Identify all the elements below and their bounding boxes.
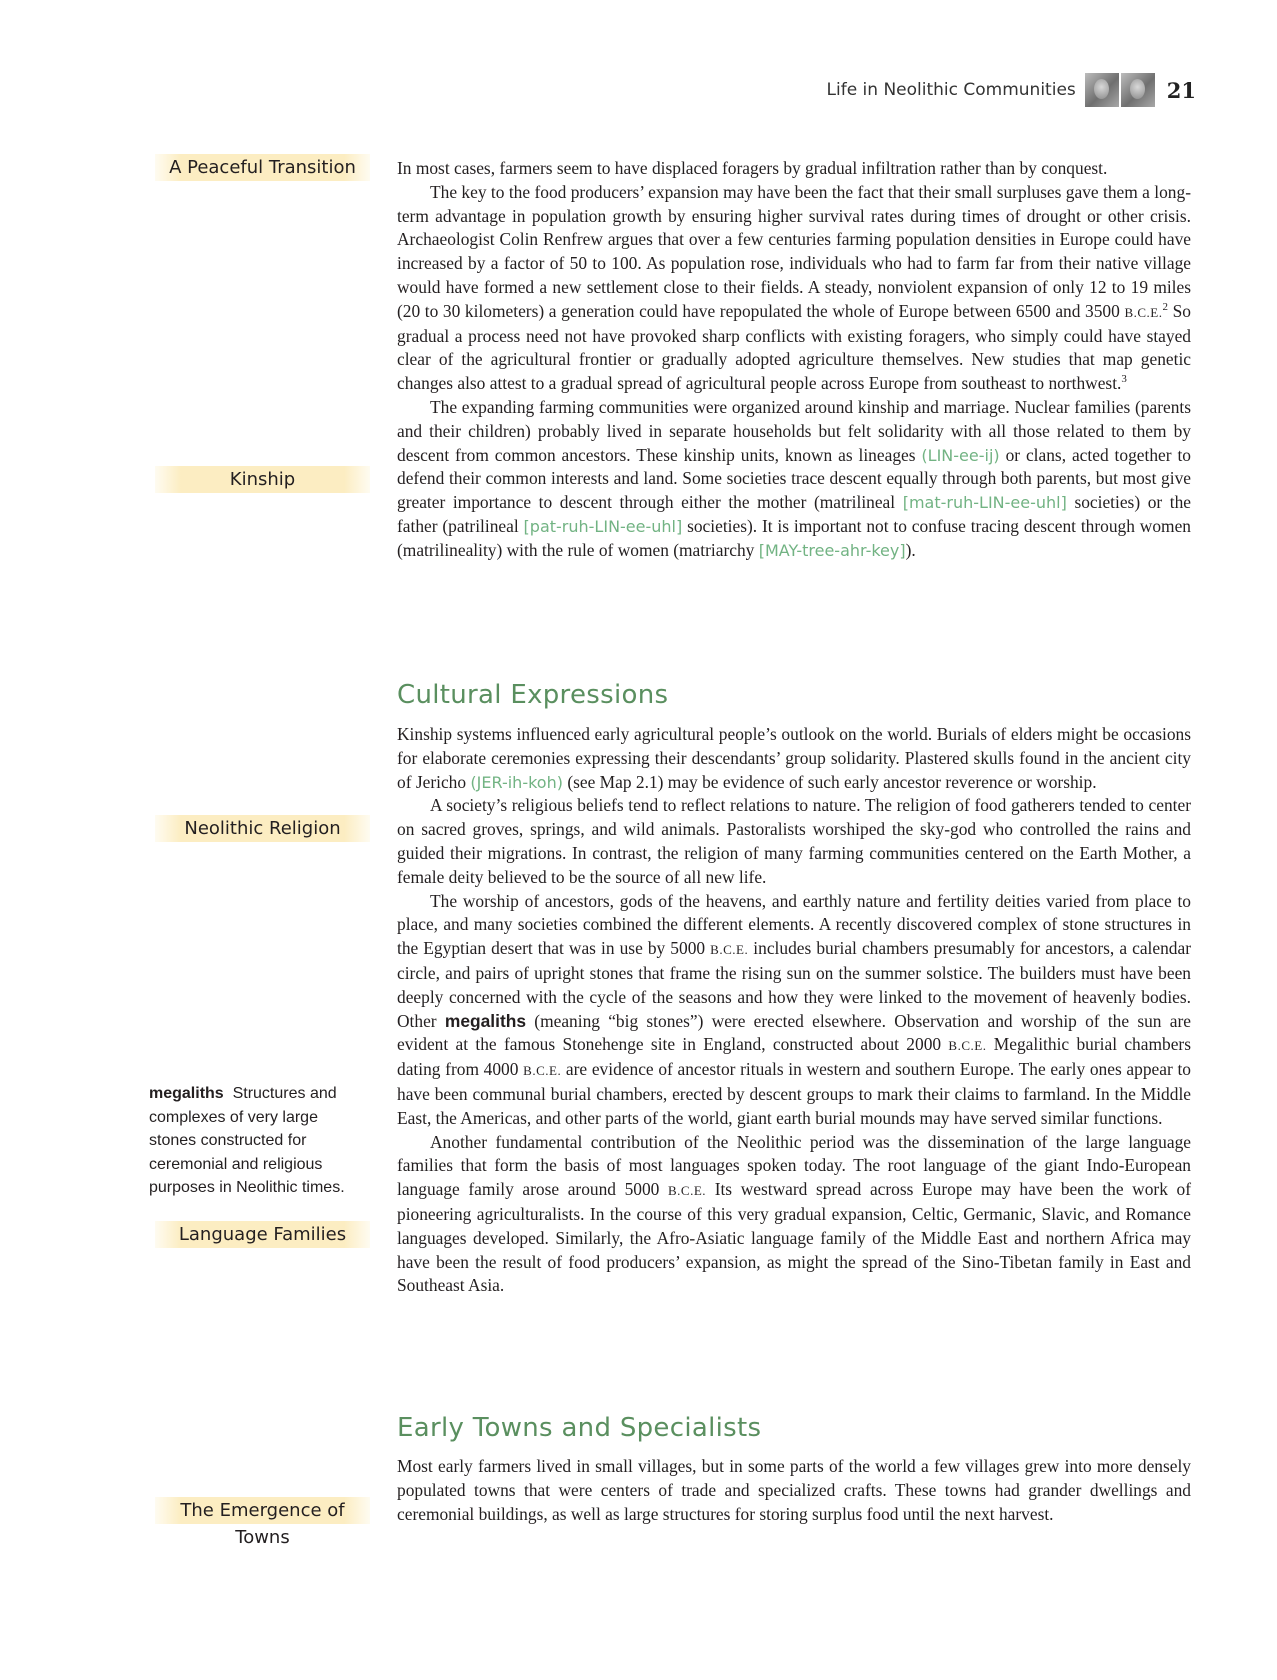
- margin-head-peaceful-transition: A Peaceful Transition: [155, 154, 370, 181]
- pronunciation: [MAY-tree-ahr-key]: [758, 540, 906, 560]
- margin-head-language-families: Language Families: [155, 1221, 370, 1248]
- running-title: Life in Neolithic Communities: [826, 80, 1076, 100]
- header-thumbnail-images: [1085, 73, 1155, 107]
- glossary-definition: Structures and complexes of very large stones constructed for ceremonial and religious purposes in Neolithic times.: [149, 1085, 345, 1196]
- section-heading-cultural-expressions: Cultural Expressions: [397, 680, 669, 710]
- margin-head-neolithic-religion: Neolithic Religion: [155, 815, 370, 842]
- pronunciation: (JER-ih-koh): [470, 772, 563, 792]
- pronunciation: (LIN-ee-ij): [921, 445, 1000, 465]
- running-header: [827, 70, 1196, 110]
- pronunciation: [pat-ruh-LIN-ee-uhl]: [523, 516, 683, 536]
- paragraph: The expanding farming communities were organized around kinship and marriage. Nuclear families (parents and their children) probably lived in separate households but felt solidarity with all those related to them by descent from common ancestors. These kinship units, known as lineages (LIN-ee-ij) or clans, acted together to defend their common interests and land. Some societies trace descent equally through both parents, but most give greater importance to descent through either the mother (matrilineal [mat-ruh-LIN-ee-uhl] societies) or the father (patrilineal [pat-ruh-LIN-ee-uhl] societies). It is important not to confuse tracing descent through women (matrilineality) with the rule of women (matriarchy [MAY-tree-ahr-key]).: [397, 396, 1192, 560]
- pronunciation: [mat-ruh-LIN-ee-uhl]: [902, 493, 1067, 513]
- paragraph: In most cases, farmers seem to have displaced foragers by gradual infiltration rather than by conquest.: [397, 158, 1108, 178]
- key-term-megaliths: megaliths: [444, 1010, 527, 1031]
- text-block-1: [397, 157, 1191, 563]
- page-number: 21: [1166, 77, 1196, 103]
- glossary-term: megaliths: [149, 1085, 224, 1102]
- glossary-note: [149, 1082, 364, 1200]
- portrait-thumbnail-2: [1121, 73, 1155, 107]
- text-block-3: [397, 1455, 1191, 1526]
- paragraph: Another fundamental contribution of the Neolithic period was the dissemination of the large language families that form the basis of most languages spoken today. The root language of the giant Indo-European language family arose around 5000 B.C.E. Its westward spread across Europe may have been the work of pioneering agriculturalists. In the course of this very gradual expansion, Celtic, Germanic, Slavic, and Romance languages developed. Similarly, the Afro-Asiatic language family of the Middle East and northern Africa may have been the result of food producers’ expansion, as might the spread of the Sino-Tibetan family in East and Southeast Asia.: [397, 1131, 1191, 1296]
- paragraph: A society’s religious beliefs tend to reflect relations to nature. The religion of food gatherers tended to center on sacred groves, springs, and wild animals. Pastoralists worshiped the sky-god who controlled the rains and guided their migrations. In contrast, the religion of many farming communities centered on the Earth Mother, a female deity believed to be the source of all new life.: [397, 795, 1191, 887]
- paragraph: Kinship systems influenced early agricultural people’s outlook on the world. Burials of elders might be occasions for elaborate ceremonies expressing their descendants’ group solidarity. Plastered skulls found in the ancient city of Jericho (JER-ih-koh) (see Map 2.1) may be evidence of such early ancestor reverence or worship.: [397, 724, 1191, 792]
- margin-head-emergence-of-towns: The Emergence of Towns: [155, 1497, 370, 1524]
- text-block-2: [397, 723, 1191, 1298]
- paragraph: Most early farmers lived in small villages, but in some parts of the world a few villages grew into more densely populated towns that were centers of trade and specialized crafts. These towns had grander dwellings and ceremonial buildings, as well as large structures for storing surplus food until the next harvest.: [397, 1456, 1191, 1524]
- paragraph: The worship of ancestors, gods of the heavens, and earthly nature and fertility deities varied from place to place, and many societies combined the different elements. A recently discovered complex of stone structures in the Egyptian desert that was in use by 5000 B.C.E. includes burial chambers presumably for ancestors, a calendar circle, and pairs of upright stones that frame the rising sun on the summer solstice. The builders must have been deeply concerned with the cycle of the seasons and how they were linked to the movement of heavenly bodies. Other megaliths (meaning “big stones”) were erected elsewhere. Observation and worship of the sun are evident at the famous Stonehenge site in England, constructed about 2000 B.C.E. Megalithic burial chambers dating from 4000 B.C.E. are evidence of ancestor rituals in western and southern Europe. The early ones appear to have been communal burial chambers, erected by descent groups to mark their claims to farmland. In the Middle East, the Americas, and other parts of the world, giant earth burial mounds may have served similar functions.: [397, 890, 1191, 1128]
- margin-head-kinship: Kinship: [155, 466, 370, 493]
- paragraph: The key to the food producers’ expansion may have been the fact that their small surpluses gave them a long-term advantage in population growth by ensuring higher survival rates during times of drought or other crisis. Archaeologist Colin Renfrew argues that over a few centuries farming population densities in Europe could have increased by a factor of 50 to 100. As population rose, individuals who had to farm far from their native village would have formed a new settlement close to their fields. A steady, nonviolent expansion of only 12 to 19 miles (20 to 30 kilometers) a generation could have repopulated the whole of Europe between 6500 and 3500 B.C.E.$^2$ So gradual a process need not have provoked sharp conflicts with existing foragers, who simply could have stayed clear of the agricultural frontier or gradually adopted agriculture themselves. New studies that map genetic changes also attest to a gradual spread of agricultural people across Europe from southeast to northwest.$^3$: [397, 181, 1191, 394]
- section-heading-early-towns: Early Towns and Specialists: [397, 1413, 762, 1443]
- portrait-thumbnail-1: [1085, 73, 1119, 107]
